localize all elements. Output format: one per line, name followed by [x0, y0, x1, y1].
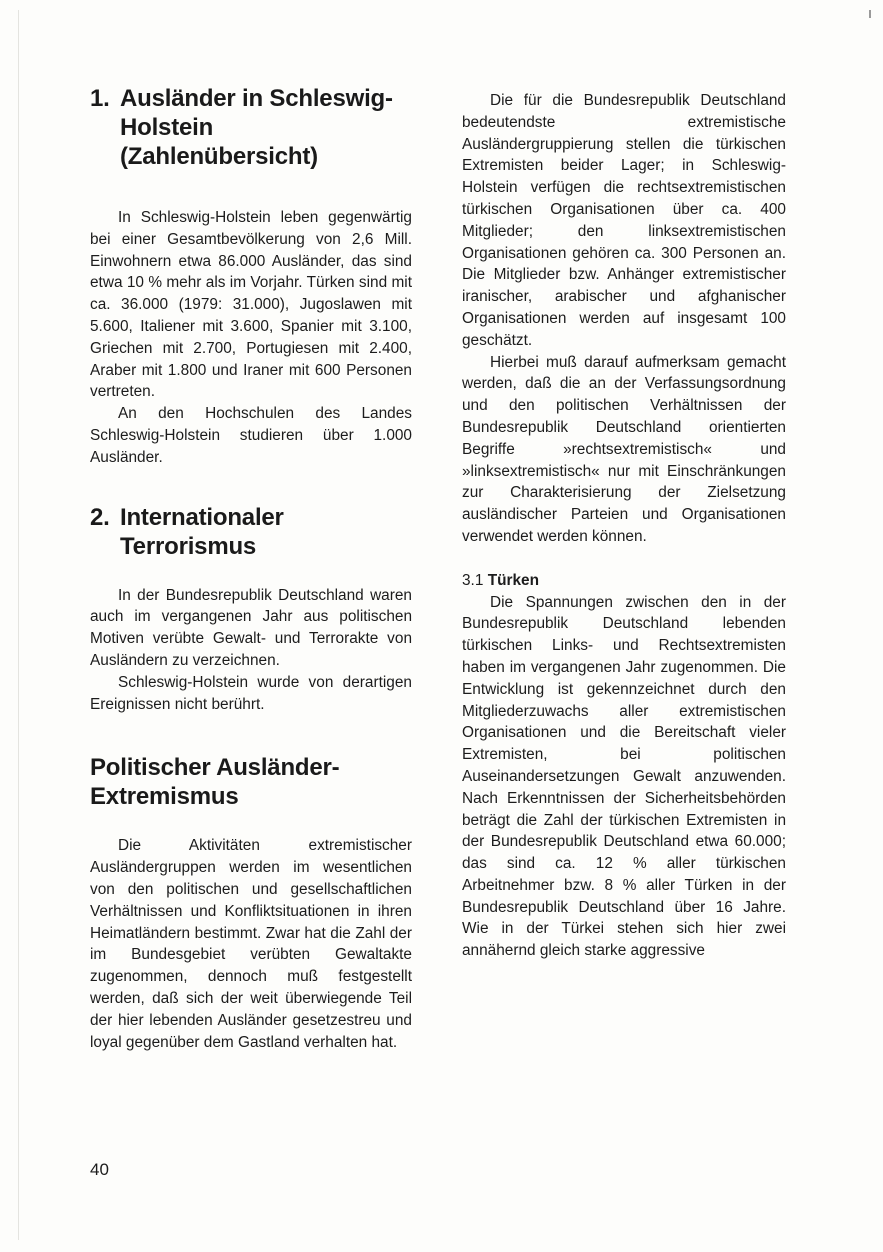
page-edge-line: [18, 10, 19, 1240]
section-2-paragraph-1: In der Bundesrepublik Deutschland waren auch im vergangenen Jahr aus politischen Motiven verübte Gewalt- und Terrorakte von Ausländern zu verzeichnen.: [90, 586, 412, 669]
right-paragraph-2: Hierbei muß darauf aufmerksam gemacht werden, daß die an der Verfassungsordnung und den politischen Verhältnissen der Bundesrepublik Deutschland orientierten Begriffe »rechtsextremistisch« und »linksextremistisch« nur mit Einschränkungen zur Charakterisierung der Zielsetzung ausländischer Parteien und Organisationen verwendet werden können.: [462, 353, 786, 545]
section-3-title: Politischer Ausländer-Extremismus: [90, 754, 340, 811]
section-1-title: Ausländer in Schleswig-Holstein (Zahlenübersicht): [120, 85, 393, 170]
page-number: 40: [90, 1160, 109, 1179]
section-2-number: 2.: [90, 503, 110, 531]
right-paragraph-3: Die Spannungen zwischen den in der Bundesrepublik Deutschland lebenden türkischen Links- und Rechtsextremisten haben im vergangenen Jahr zugenommen. Die Entwicklung ist gekennzeichnet durch den Mitgliederzuwachs aller extremistischen Organisationen und die Bereitschaft vieler Extremisten, bei politischen Auseinandersetzungen Gewalt anzuwenden. Nach Erkenntnissen der Sicherheitsbehörden beträgt die Zahl der türkischen Extremisten in der Bundesrepublik Deutschland etwa 60.000; das sind ca. 12 % aller türkischen Arbeitnehmer bzw. 8 % aller Türken in der Bundesrepublik Deutschland über 16 Jahre. Wie in der Türkei stehen sich hier zwei annähernd gleich starke aggressive: [462, 593, 786, 960]
section-1-heading: [90, 84, 412, 171]
subsection-number: 3.1: [462, 571, 484, 589]
section-2-heading: [90, 503, 412, 561]
right-paragraph-1: Die für die Bundesrepublik Deutschland bedeutendste extremistische Ausländergruppierung stellen die türkischen Extremisten beider Lager; in Schleswig-Holstein verfügen die rechtsextremistischen türkischen Organisationen über ca. 400 Mitglieder; den linksextremistischen Organisationen gehören ca. 300 Personen an. Die Mitglieder bzw. Anhänger extremistischer iranischer, arabischer und afghanischer Organisationen werden auf insgesamt 100 geschätzt.: [462, 92, 786, 349]
right-column: [462, 90, 786, 962]
section-3-paragraph-1: Die Aktivitäten extremistischer Ausländergruppen werden im wesentlichen von den politischen und gesellschaftlichen Verhältnissen und Konfliktsituationen in ihren Heimatländern bestimmt. Zwar hat die Zahl der im Bundesgebiet verübten Gewaltakte zugenommen, dennoch muß festgestellt werden, daß sich der weit überwiegende Teil der hier lebenden Ausländer gesetzestreu und loyal gegenüber dem Gastland verhalten hat.: [90, 837, 412, 1051]
section-2-title: Internationaler Terrorismus: [120, 503, 284, 560]
subsection-title: Türken: [487, 571, 539, 589]
section-1-paragraph-2: An den Hochschulen des Landes Schleswig-Holstein studieren über 1.000 Ausländer.: [90, 405, 412, 466]
scan-speck: [869, 10, 871, 18]
section-1-paragraph-1: In Schleswig-Holstein leben gegenwärtig bei einer Gesamtbevölkerung von 2,6 Mill. Einwohnern etwa 86.000 Ausländer, das sind etwa 10 % mehr als im Vorjahr. Türken sind mit ca. 36.000 (1979: 31.000), Jugoslawen mit 5.600, Italiener mit 3.600, Spanier mit 3.100, Griechen mit 2.700, Portugiesen mit 2.400, Araber mit 1.800 und Iraner mit 600 Personen vertreten.: [90, 209, 412, 401]
left-column: [90, 84, 412, 1053]
section-2-paragraph-2: Schleswig-Holstein wurde von derartigen Ereignissen nicht berührt.: [90, 673, 412, 713]
section-1-number: 1.: [90, 85, 110, 112]
subsection-heading: [462, 570, 786, 592]
